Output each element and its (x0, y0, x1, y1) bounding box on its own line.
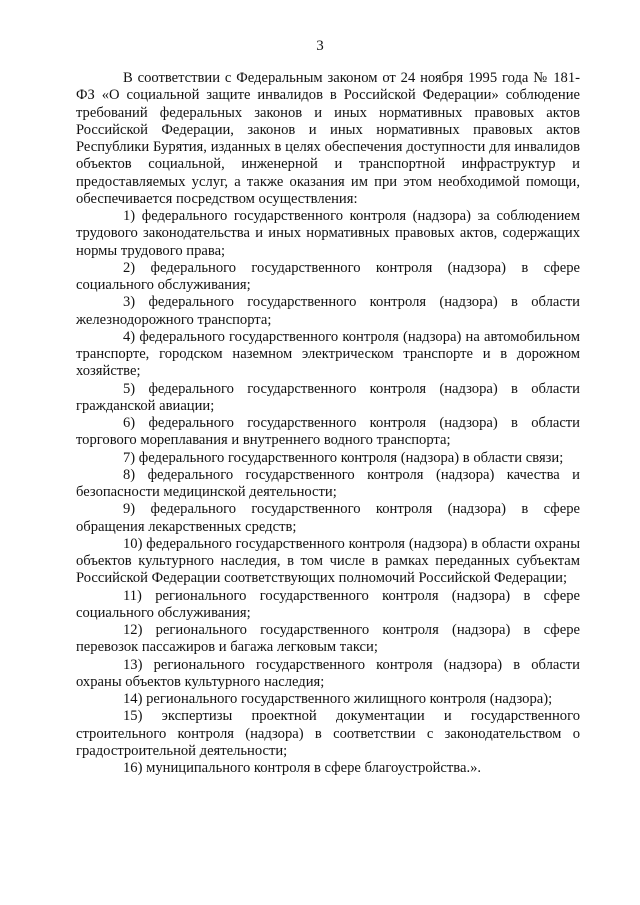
list-item: 5) федерального государственного контроля (надзора) в области гражданской авиации; (76, 380, 580, 414)
page-number: 3 (316, 38, 324, 54)
list-item: 13) регионального государственного контроля (надзора) в области охраны объектов культурного наследия; (76, 656, 580, 690)
list-item: 9) федерального государственного контроля (надзора) в сфере обращения лекарственных средств; (76, 501, 580, 535)
list-item: 8) федерального государственного контроля (надзора) качества и безопасности медицинской деятельности; (76, 466, 580, 500)
list-item: 3) федерального государственного контроля (надзора) в области железнодорожного транспорта; (76, 294, 580, 328)
list-item: 15) экспертизы проектной документации и государственного строительного контроля (надзора) в соответствии с законодательством о градостроительной деятельности; (76, 708, 580, 759)
list-item: 12) регионального государственного контроля (надзора) в сфере перевозок пассажиров и багажа легковым такси; (76, 622, 580, 656)
list-item: 7) федерального государственного контроля (надзора) в области связи; (123, 449, 564, 466)
list-item: 4) федерального государственного контроля (надзора) на автомобильном транспорте, городском наземном электрическом транспорте и в дорожном хозяйстве; (76, 328, 580, 380)
list-item: 2) федерального государственного контроля (надзора) в сфере социального обслуживания; (76, 259, 580, 293)
list-item: 1) федерального государственного контроля (надзора) за соблюдением трудового законодательства и иных нормативных правовых актов, содержащих нормы трудового права; (76, 208, 580, 259)
document-body (76, 70, 580, 777)
list-item: 14) регионального государственного жилищного контроля (надзора); (123, 691, 553, 707)
list-item: 16) муниципального контроля в сфере благоустройства.». (123, 760, 482, 776)
list-item: 10) федерального государственного контроля (надзора) в области охраны объектов культурного наследия, в том числе в рамках переданных субъектам Российской Федерации соответствующих полномочий Российской Федерации; (76, 535, 580, 587)
list-item: 11) регионального государственного контроля (надзора) в сфере социального обслуживания; (76, 587, 580, 621)
intro-paragraph: В соответствии с Федеральным законом от 24 ноября 1995 года № 181-ФЗ «О социальной защите инвалидов в Российской Федерации» соблюдение требований федеральных законов и иных нормативных правовых актов Российской Федерации, законов и иных нормативных правовых актов Республики Бурятия, изданных в целях обеспечения доступности для инвалидов объектов социальной, инженерной и транспортной инфраструктур и предоставляемых услуг, а также оказания им при этом необходимой помощи, обеспечивается посредством осуществления: (76, 70, 580, 207)
list-item: 6) федерального государственного контроля (надзора) в области торгового мореплавания и внутреннего водного транспорта; (76, 415, 580, 449)
